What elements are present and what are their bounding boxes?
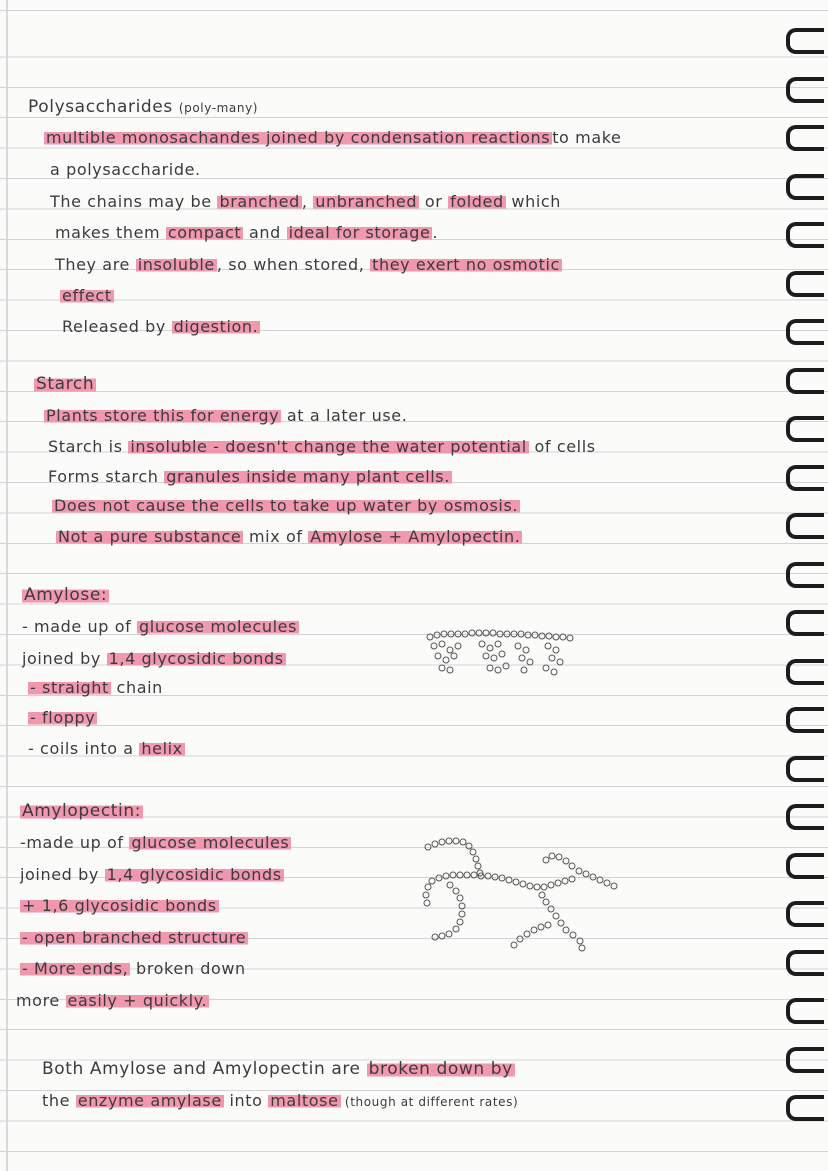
heading-note: (poly-many) <box>178 101 259 115</box>
heading-text: Amylose: <box>24 585 108 605</box>
text: They are <box>55 255 136 274</box>
binding-ring <box>786 998 824 1024</box>
text: Starch is <box>48 437 129 456</box>
text-line <box>44 405 407 427</box>
binding-ring <box>786 756 824 782</box>
heading-text: Starch <box>36 374 95 394</box>
highlight: helix <box>141 739 183 758</box>
highlight: 1,4 glycosidic bonds <box>108 649 284 668</box>
highlight: - straight <box>30 678 109 697</box>
amylose-helix-diagram <box>420 628 590 684</box>
text-line <box>28 707 97 729</box>
highlight: multible monosachandes joined by condensation reactions <box>46 128 551 147</box>
highlight: easily + quickly. <box>67 991 208 1010</box>
amylopectin-branched-diagram <box>418 835 628 955</box>
highlight: insoluble - doesn't change the water potential <box>130 437 527 456</box>
text-line <box>20 958 246 980</box>
text-line <box>28 738 185 760</box>
highlight: effect <box>62 286 112 305</box>
binding-ring <box>786 465 824 491</box>
text: Both Amylose and Amylopectin are <box>42 1059 367 1079</box>
binding-ring <box>786 271 824 297</box>
binding-ring <box>786 368 824 394</box>
highlight: unbranched <box>315 192 418 211</box>
highlight: ideal for storage <box>288 223 431 242</box>
highlight: enzyme amylase <box>77 1091 222 1110</box>
binding-ring <box>786 562 824 588</box>
text: chain <box>110 678 163 697</box>
binding-ring <box>786 77 824 103</box>
highlight: Does not cause the cells to take up water by osmosis. <box>54 496 519 515</box>
text-line <box>28 677 163 699</box>
highlight: Amylose + Amylopectin. <box>310 527 521 546</box>
text: a polysaccharide. <box>50 160 201 179</box>
highlight: digestion. <box>173 317 259 336</box>
section-title-starch <box>34 373 96 395</box>
section-title-amylose <box>22 584 109 606</box>
text-line <box>48 466 452 488</box>
highlight: granules inside many plant cells. <box>166 467 450 486</box>
highlight: maltose <box>270 1091 339 1110</box>
text: broken down <box>130 959 246 978</box>
binding-ring <box>786 319 824 345</box>
text-line <box>52 495 520 517</box>
text: mix of <box>243 527 309 546</box>
text-line <box>60 285 114 307</box>
highlight: - floppy <box>30 708 96 727</box>
section-title-polysaccharides <box>28 96 258 119</box>
text: the <box>42 1091 76 1110</box>
text-line <box>44 127 621 149</box>
text-line <box>55 222 438 244</box>
text-line <box>20 895 219 917</box>
highlight: 1,4 glycosidic bonds <box>106 865 282 884</box>
highlight: + 1,6 glycosidic bonds <box>22 896 217 915</box>
binding-ring <box>786 610 824 636</box>
text-line <box>50 159 201 181</box>
text-line <box>48 436 596 458</box>
highlight: they exert no osmotic <box>372 255 560 274</box>
heading-text: Amylopectin: <box>22 801 142 821</box>
text: joined by <box>22 649 107 668</box>
binding-ring <box>786 416 824 442</box>
text: joined by <box>20 865 105 884</box>
binding-ring <box>786 853 824 879</box>
binding-ring <box>786 513 824 539</box>
text: - coils into a <box>28 739 140 758</box>
text: or <box>419 192 449 211</box>
text: - made up of <box>22 617 138 636</box>
text: , so when stored, <box>216 255 371 274</box>
highlight: Plants store this for energy <box>46 406 280 425</box>
text: The chains may be <box>50 192 218 211</box>
binding-ring <box>786 125 824 151</box>
binding-ring <box>786 659 824 685</box>
binding-ring <box>786 174 824 200</box>
highlight: branched <box>219 192 300 211</box>
text: Released by <box>62 317 172 336</box>
text: and <box>243 223 287 242</box>
text: of cells <box>528 437 596 456</box>
text-line <box>42 1058 515 1080</box>
text-line <box>16 990 209 1012</box>
binding-ring <box>786 1047 824 1073</box>
text: . <box>432 223 439 242</box>
text: -made up of <box>20 833 130 852</box>
binding-ring <box>786 804 824 830</box>
text-line <box>22 648 286 670</box>
highlight: folded <box>450 192 504 211</box>
binding-ring <box>786 950 824 976</box>
text-line <box>56 526 522 548</box>
text-line <box>62 316 260 338</box>
highlight: - open branched structure <box>22 928 247 947</box>
page-margin-line <box>6 0 8 1171</box>
heading-text: Polysaccharides <box>28 97 173 117</box>
text-line <box>20 864 284 886</box>
highlight: compact <box>167 223 242 242</box>
highlight: Not a pure substance <box>58 527 242 546</box>
binding-ring <box>786 1095 824 1121</box>
text: (though at different rates) <box>340 1095 519 1109</box>
text-line <box>42 1090 518 1113</box>
text: Forms starch <box>48 467 165 486</box>
highlight: insoluble <box>137 255 215 274</box>
text-line <box>22 616 299 638</box>
text-line <box>20 927 248 949</box>
text: at a later use. <box>281 406 408 425</box>
binding-ring <box>786 28 824 54</box>
highlight: broken down by <box>368 1059 513 1079</box>
section-title-amylopectin <box>20 800 143 822</box>
text: makes them <box>55 223 166 242</box>
text: to make <box>552 128 622 147</box>
highlight: glucose molecules <box>139 617 298 636</box>
binding-ring <box>786 222 824 248</box>
binding-ring <box>786 901 824 927</box>
text-line <box>55 254 562 276</box>
text: , <box>301 192 314 211</box>
text: more <box>16 991 66 1010</box>
binding-ring <box>786 707 824 733</box>
highlight: glucose molecules <box>131 833 290 852</box>
spiral-binding <box>782 0 828 1171</box>
highlight: - More ends, <box>22 959 129 978</box>
text-line <box>20 832 291 854</box>
text: into <box>223 1091 269 1110</box>
text: which <box>505 192 562 211</box>
text-line <box>50 191 561 213</box>
